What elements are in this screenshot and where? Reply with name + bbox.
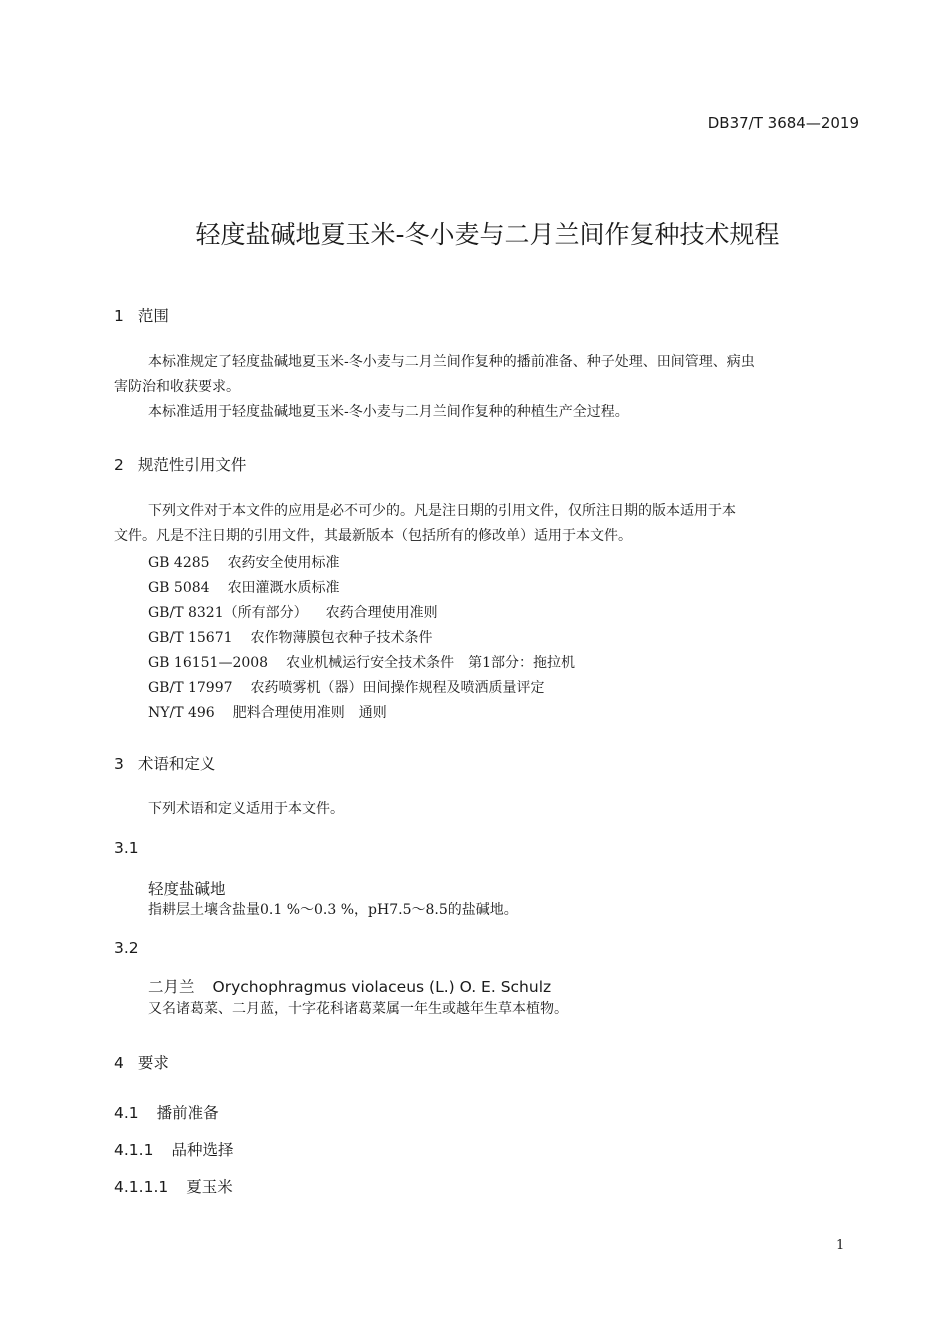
reference-code: GB/T 17997 xyxy=(148,680,233,696)
reference-title: 农田灌溉水质标准 xyxy=(227,580,340,596)
section-title: 术语和定义 xyxy=(137,755,216,773)
reference-item xyxy=(148,652,575,672)
standard-code: DB37/T 3684—2019 xyxy=(707,114,859,132)
term-name-row xyxy=(148,975,551,997)
subsection-heading xyxy=(114,1175,233,1197)
reference-title: 肥料合理使用准则 通则 xyxy=(232,705,387,721)
subsection-number: 4.1.1.1 xyxy=(114,1178,169,1196)
reference-code: GB/T 15671 xyxy=(148,630,233,646)
reference-title: 农药喷雾机（器）田间操作规程及喷洒质量评定 xyxy=(250,680,545,696)
section-number: 3 xyxy=(114,755,124,773)
section-number: 4 xyxy=(114,1054,124,1072)
document-title: 轻度盐碱地夏玉米-冬小麦与二月兰间作复种技术规程 xyxy=(195,220,780,249)
reference-code: GB 16151—2008 xyxy=(148,655,269,671)
references-intro-line-1: 下列文件对于本文件的应用是必不可少的。凡是注日期的引用文件，仅所注日期的版本适用于本 xyxy=(148,503,736,519)
term-name: 二月兰 xyxy=(148,978,195,996)
subsection-title: 播前准备 xyxy=(156,1104,219,1122)
reference-code: GB/T 8321（所有部分） xyxy=(148,605,308,621)
term-definition: 指耕层土壤含盐量0.1 %～0.3 %，pH7.5～8.5的盐碱地。 xyxy=(148,902,518,918)
term-definition: 又名诸葛菜、二月蓝，十字花科诸葛菜属一年生或越年生草本植物。 xyxy=(148,1001,568,1017)
scope-paragraph-2: 本标准适用于轻度盐碱地夏玉米-冬小麦与二月兰间作复种的种植生产全过程。 xyxy=(148,404,629,420)
subsection-title: 夏玉米 xyxy=(186,1178,233,1196)
section-2-heading xyxy=(114,453,246,475)
reference-item xyxy=(148,552,340,572)
term-name-latin: Orychophragmus violaceus (L.) O. E. Schulz xyxy=(212,978,552,996)
subsection-heading xyxy=(114,1101,219,1123)
references-intro-line-2: 文件。凡是不注日期的引用文件，其最新版本（包括所有的修改单）适用于本文件。 xyxy=(114,528,632,544)
subsection-number: 4.1 xyxy=(114,1104,139,1122)
reference-item xyxy=(148,602,438,622)
page-number: 1 xyxy=(836,1238,845,1253)
term-number: 3.2 xyxy=(114,939,139,957)
reference-title: 农作物薄膜包衣种子技术条件 xyxy=(250,630,433,646)
scope-paragraph-line-2: 害防治和收获要求。 xyxy=(114,379,240,395)
section-1-heading xyxy=(114,304,169,326)
section-title: 要求 xyxy=(137,1054,169,1072)
term-number: 3.1 xyxy=(114,839,139,857)
subsection-title: 品种选择 xyxy=(171,1141,234,1159)
reference-code: GB 4285 xyxy=(148,555,210,571)
terms-intro: 下列术语和定义适用于本文件。 xyxy=(148,801,344,817)
reference-title: 农药安全使用标准 xyxy=(227,555,340,571)
section-number: 1 xyxy=(114,307,124,325)
term-name: 轻度盐碱地 xyxy=(148,880,226,898)
subsection-number: 4.1.1 xyxy=(114,1141,154,1159)
reference-title: 农业机械运行安全技术条件 第1部分：拖拉机 xyxy=(286,655,575,671)
reference-item xyxy=(148,702,387,722)
reference-item xyxy=(148,677,545,697)
subsection-heading xyxy=(114,1138,233,1160)
section-number: 2 xyxy=(114,456,124,474)
reference-code: GB 5084 xyxy=(148,580,210,596)
reference-code: NY/T 496 xyxy=(148,705,215,721)
section-4-heading xyxy=(114,1051,169,1073)
section-title: 规范性引用文件 xyxy=(137,456,247,474)
section-title: 范围 xyxy=(137,307,169,325)
reference-title: 农药合理使用准则 xyxy=(325,605,438,621)
reference-item xyxy=(148,577,340,597)
section-3-heading xyxy=(114,752,215,774)
reference-item xyxy=(148,627,433,647)
scope-paragraph-line-1: 本标准规定了轻度盐碱地夏玉米-冬小麦与二月兰间作复种的播前准备、种子处理、田间管理、病虫 xyxy=(148,354,755,370)
